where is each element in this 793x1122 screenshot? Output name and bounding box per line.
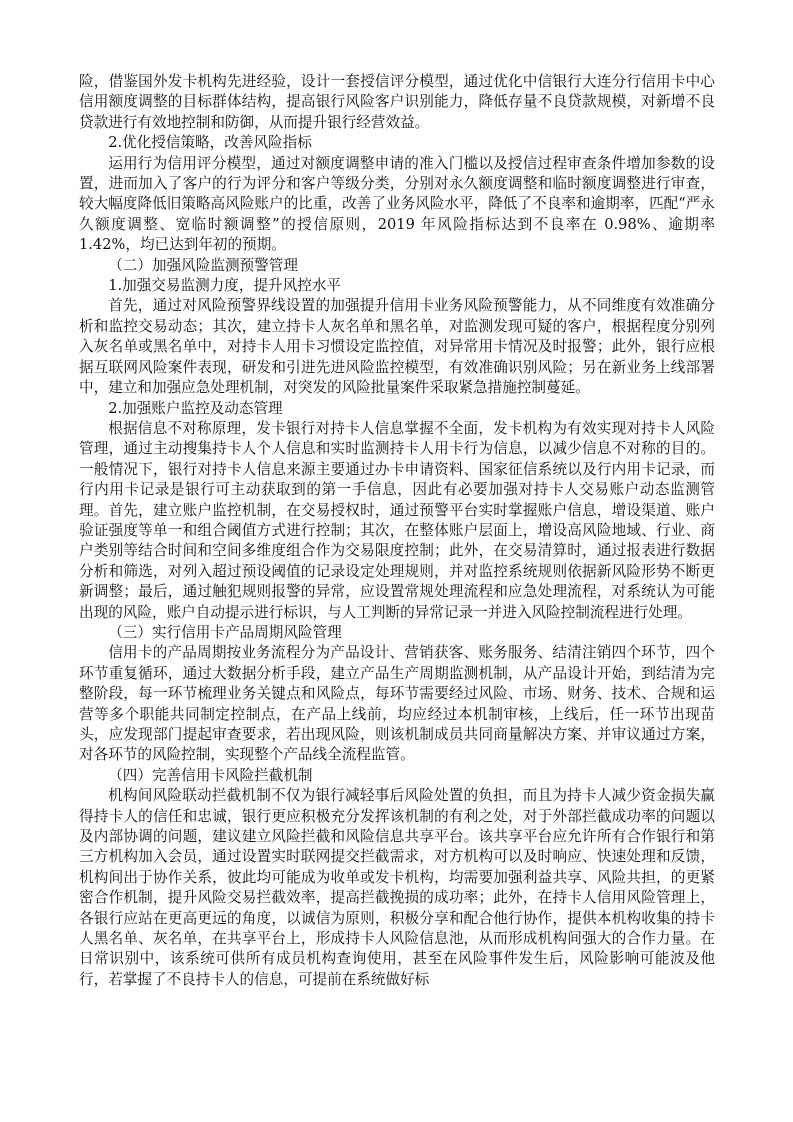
subheading-optimize-credit-strategy: 2.优化授信策略，改善风险指标 [108,134,312,152]
subheading-transaction-monitoring: 1.加强交易监测力度，提升风控水平 [108,277,342,295]
paragraph: 运用行为信用评分模型，通过对额度调整申请的准入门槛以及授信过程审查条件增加参数的设置，进而加入了客户的行为评分和客户等级分类，分别对永久额度调整和临时额度调整进行审查，较大幅度降低旧策略高风险账户的比重，改善了业务风险水平，降低了不良率和逾期率，匹配“严永久额度调整、宽临时额调整”的授信原则，2019 年风险指标达到不良率在 0.98%、逾期率 1.42%，均已达到年初的预期。 [79,154,715,254]
section-heading-risk-monitoring: （二）加强风险监测预警管理 [108,256,298,274]
section-heading-product-cycle: （三）实行信用卡产品周期风险管理 [108,623,342,641]
paragraph: 机构间风险联动拦截机制不仅为银行减轻事后风险处置的负担，而且为持卡人减少资金损失赢得持卡人的信任和忠诚，银行更应积极充分发挥该机制的有利之处，对于外部拦截成功率的问题以及内部协调的问题，建议建立风险拦截和风险信息共享平台。该共享平台应允许所有合作银行和第三方机构加入会员，通过设置实时联网提交拦截需求，对方机构可以及时响应、快速处理和反馈，机构间出于协作关系，彼此均可能成为收单或发卡机构，均需要加强利益共享、风险共担，的更紧密合作机制，提升风险交易拦截效率，提高拦截挽损的成功率；此外，在持卡人信用风险管理上，各银行应站在更高更远的角度，以诚信为原则，积极分享和配合他行协作，提供本机构收集的持卡人黑名单、灰名单，在共享平台上，形成持卡人风险信息池，从而形成机构间强大的合作力量。在日常识别中，该系统可供所有成员机构查询使用，甚至在风险事件发生后，风险影响可能波及他行，若掌握了不良持卡人的信息，可提前在系统做好标 [79,787,715,988]
paragraph: 首先，通过对风险预警界线设置的加强提升信用卡业务风险预警能力，从不同维度有效准确分析和监控交易动态；其次，建立持卡人灰名单和黑名单，对监测发现可疑的客户，根据程度分别列入灰名单或黑名单中，对持卡人用卡习惯设定监控值，对异常用卡情况及时报警；此外，银行应根据互联网风险案件表现，研发和引进先进风险监控模型，有效准确识别风险；另在新业务上线部署中，建立和加强应急处理机制，对突发的风险批量案件采取紧急措施控制蔓延。 [79,297,715,397]
subheading-account-monitoring: 2.加强账户监控及动态管理 [108,399,283,417]
paragraph: 信用卡的产品周期按业务流程分为产品设计、营销获客、账务服务、结清注销四个环节，四个环节重复循环，通过大数据分析手段，建立产品生产周期监测机制，从产品设计开始，到结清为完整阶段，每一环节梳理业务关键点和风险点，每环节需要经过风险、市场、财务、技术、合规和运营等多个职能共同制定控制点，在产品上线前，均应经过本机制审核，上线后，任一环节出现苗头，应发现部门提起审查要求，若出现风险，则该机制成员共同商量解决方案、并审议通过方案，对各环节的风险控制，实现整个产品线全流程监管。 [79,644,715,764]
paragraph: 根据信息不对称原理，发卡银行对持卡人信息掌握不全面，发卡机构为有效实现对持卡人风险管理，通过主动搜集持卡人个人信息和实时监测持卡人用卡行为信息，以减少信息不对称的目的。一般情况下，银行对持卡人信息来源主要通过办卡申请资料、国家征信系统以及行内用卡记录，而行内用卡记录是银行可主动获取到的第一手信息，因此有必要加强对持卡人交易账户动态监测管理。首先，建立账户监控机制，在交易授权时，通过预警平台实时掌握账户信息，增设渠道、账户验证强度等单一和组合阈值方式进行控制；其次，在整体账户层面上，增设高风险地域、行业、商户类别等结合时间和空间多维度组合作为交易限度控制；此外，在交易清算时，通过报表进行数据分析和筛选，对列入超过预设阈值的记录设定处理规则，并对监控系统规则依据新风险形势不断更新调整；最后，通过触犯规则报警的异常，应设置常规处理流程和应急处理流程，对系统认为可能出现的风险，账户自动提示进行标识，与人工判断的异常记录一并进入风险控制流程进行处理。 [79,419,715,621]
section-heading-risk-interception: （四）完善信用卡风险拦截机制 [108,766,313,784]
document-body [79,72,715,990]
paragraph-continuation: 险，借鉴国外发卡机构先进经验，设计一套授信评分模型，通过优化中信银行大连分行信用卡中心信用额度调整的目标群体结构，提高银行风险客户识别能力，降低存量不良贷款规模，对新增不良贷款进行有效地控制和防御，从而提升银行经营效益。 [79,73,715,131]
